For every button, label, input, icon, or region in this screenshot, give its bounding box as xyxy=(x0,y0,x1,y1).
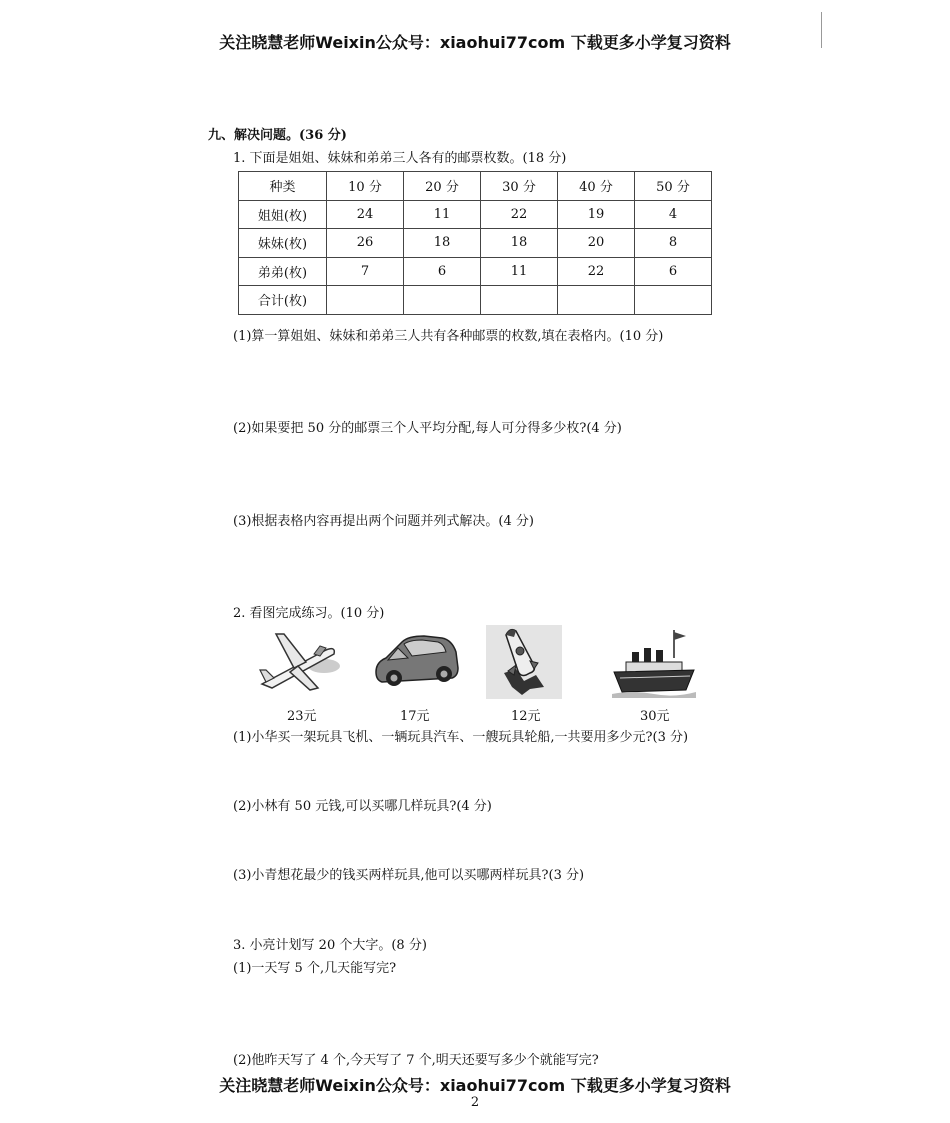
q2-part1: (1)小华买一架玩具飞机、一辆玩具汽车、一艘玩具轮船,一共要用多少元?(3 分) xyxy=(233,730,689,745)
answer-cell[interactable] xyxy=(558,286,635,315)
ship-icon xyxy=(612,626,696,698)
table-cell: 22 xyxy=(481,200,558,229)
table-cell: 24 xyxy=(327,200,404,229)
toy-rocket xyxy=(486,625,562,703)
table-cell: 26 xyxy=(327,229,404,258)
answer-cell[interactable] xyxy=(404,286,481,315)
row-label: 弟弟(枚) xyxy=(239,257,327,286)
q1-part2: (2)如果要把 50 分的邮票三个人平均分配,每人可分得多少枚?(4 分) xyxy=(233,421,622,436)
answer-cell[interactable] xyxy=(327,286,404,315)
table-row xyxy=(239,229,712,258)
price-rocket: 12元 xyxy=(511,709,541,724)
q1-part1: (1)算一算姐姐、妹妹和弟弟三人共有各种邮票的枚数,填在表格内。(10 分) xyxy=(233,329,664,344)
table-cell: 20 xyxy=(558,229,635,258)
q2-part2: (2)小林有 50 元钱,可以买哪几样玩具?(4 分) xyxy=(233,799,492,814)
table-cell: 18 xyxy=(404,229,481,258)
toy-airplane xyxy=(254,626,346,702)
answer-cell[interactable] xyxy=(635,286,712,315)
q1-title: 1. 下面是姐姐、妹妹和弟弟三人各有的邮票枚数。(18 分) xyxy=(233,151,567,166)
table-header-cell: 50 分 xyxy=(635,172,712,201)
q2-title: 2. 看图完成练习。(10 分) xyxy=(233,606,385,621)
price-airplane: 23元 xyxy=(287,709,317,724)
table-header-cell: 种类 xyxy=(239,172,327,201)
q1-part3: (3)根据表格内容再提出两个问题并列式解决。(4 分) xyxy=(233,514,534,529)
answer-cell[interactable] xyxy=(481,286,558,315)
stamp-table xyxy=(238,171,712,315)
table-row xyxy=(239,200,712,229)
table-row xyxy=(239,286,712,315)
table-cell: 11 xyxy=(481,257,558,286)
price-ship: 30元 xyxy=(640,709,670,724)
toy-car xyxy=(372,628,462,698)
table-header-cell: 10 分 xyxy=(327,172,404,201)
table-cell: 22 xyxy=(558,257,635,286)
page-footer: 关注晓慧老师Weixin公众号：xiaohui77com 下载更多小学复习资料 xyxy=(219,1076,731,1095)
page-number: 2 xyxy=(470,1095,480,1110)
q3-part2: (2)他昨天写了 4 个,今天写了 7 个,明天还要写多少个就能写完? xyxy=(233,1053,599,1068)
row-label: 姐姐(枚) xyxy=(239,200,327,229)
table-header-cell: 20 分 xyxy=(404,172,481,201)
table-header-row xyxy=(239,172,712,201)
table-cell: 18 xyxy=(481,229,558,258)
q2-part3: (3)小青想花最少的钱买两样玩具,他可以买哪两样玩具?(3 分) xyxy=(233,868,585,883)
price-car: 17元 xyxy=(400,709,430,724)
table-cell: 6 xyxy=(404,257,481,286)
section-title: 九、解决问题。(36 分) xyxy=(208,128,347,143)
table-header-cell: 40 分 xyxy=(558,172,635,201)
table-cell: 4 xyxy=(635,200,712,229)
table-cell: 11 xyxy=(404,200,481,229)
table-header-cell: 30 分 xyxy=(481,172,558,201)
row-label: 合计(枚) xyxy=(239,286,327,315)
q3-title: 3. 小亮计划写 20 个大字。(8 分) xyxy=(233,938,427,953)
q3-part1: (1)一天写 5 个,几天能写完? xyxy=(233,961,397,976)
row-label: 妹妹(枚) xyxy=(239,229,327,258)
page-header: 关注晓慧老师Weixin公众号：xiaohui77com 下载更多小学复习资料 xyxy=(219,33,731,52)
table-cell: 7 xyxy=(327,257,404,286)
table-cell: 19 xyxy=(558,200,635,229)
airplane-icon xyxy=(254,626,346,698)
toy-ship xyxy=(612,626,696,702)
table-row xyxy=(239,257,712,286)
table-cell: 6 xyxy=(635,257,712,286)
table-cell: 8 xyxy=(635,229,712,258)
rocket-icon xyxy=(486,625,562,699)
car-icon xyxy=(372,628,462,694)
